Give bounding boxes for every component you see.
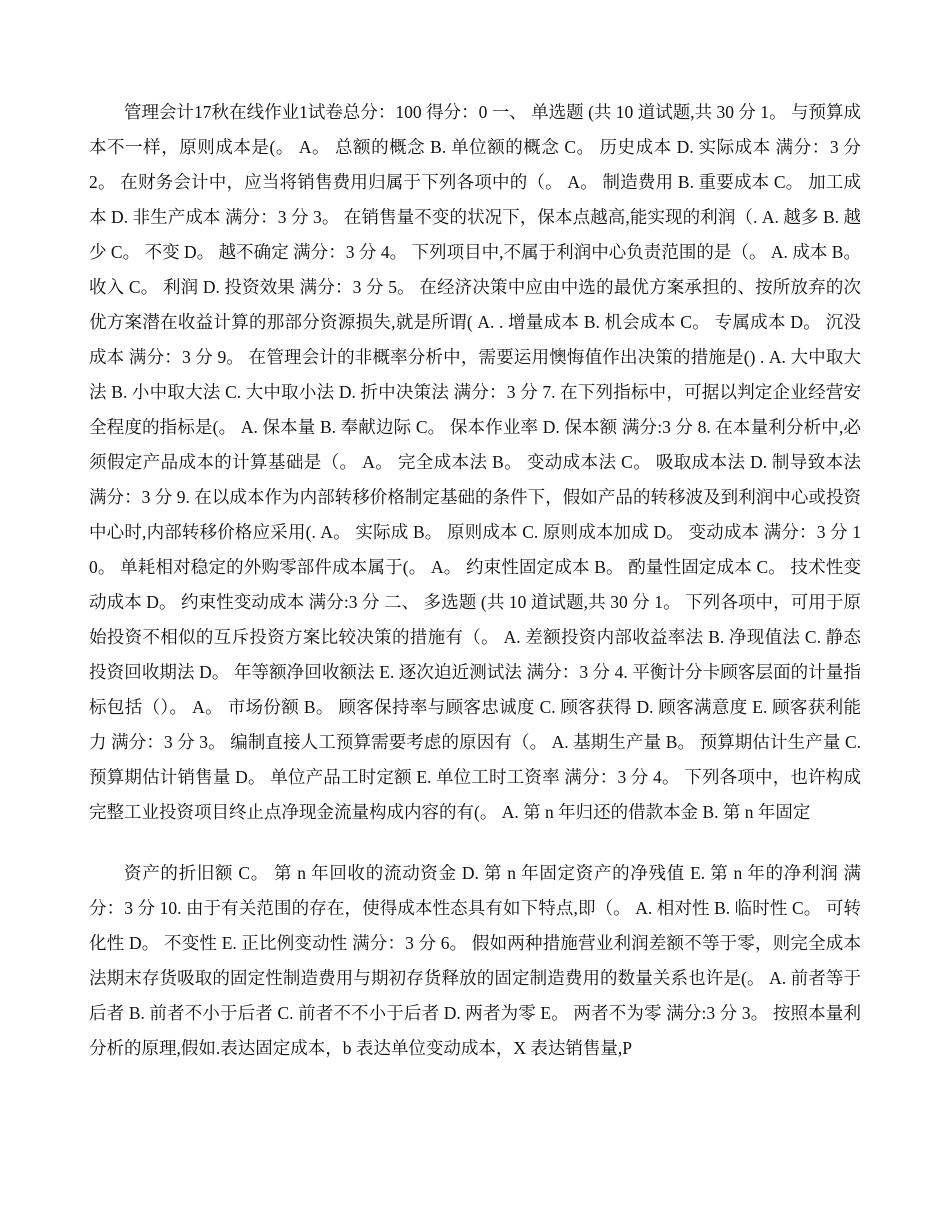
paragraph-2: 资产的折旧额 C。 第 n 年回收的流动资金 D. 第 n 年固定资产的净残值 E. 第 n 年的净利润 满分：3 分 10. 由于有关范围的存在，使得成本性态具有如下特点,即（。 A. 相对性 B. 临时性 C。 可转化性 D。 不变性 E. 正比例变动性 满分：3 分 6。 假如两种措施营业利润差额不等于零，则完全成本法期末存货吸取的固定性制造费用与期初存货释放的固定制造费用的数量关系也许是(。 A. 前者等于后者 B. 前者不小于后者 C. 前者不不小于后者 D. 两者为零 E。 两者不为零 满分:3 分 3。 按照本量利分析的原理,假如.表达固定成本，b 表达单位变动成本，X 表达销售量,P <box>89 863 861 1058</box>
document-body <box>89 95 861 1066</box>
paragraph-1: 管理会计17秋在线作业1试卷总分：100 得分：0 一、 单选题 (共 10 道试题,共 30 分 1。 与预算成本不一样，原则成本是(。 A。 总额的概念 B. 单位额的概念 C。 历史成本 D. 实际成本 满分：3 分 2。 在财务会计中，应当将销售费用归属于下列各项中的（。 A。 制造费用 B. 重要成本 C。 加工成本 D. 非生产成本 满分：3 分 3。 在销售量不变的状况下，保本点越高,能实现的利润（. A. 越多 B. 越少 C。 不变 D。 越不确定 满分：3 分 4。 下列项目中,不属于利润中心负责范围的是（。 A. 成本 B。 收入 C。 利润 D. 投资效果 满分：3 分 5。 在经济决策中应由中选的最优方案承担的、按所放弃的次优方案潜在收益计算的那部分资源损失,就是所谓( A. . 增量成本 B. 机会成本 C。 专属成本 D。 沉没成本 满分：3 分 9。 在管理会计的非概率分析中，需要运用懊悔值作出决策的措施是() . A. 大中取大法 B. 小中取大法 C. 大中取小法 D. 折中决策法 满分：3 分 7. 在下列指标中，可据以判定企业经营安全程度的指标是(。 A. 保本量 B. 奉献边际 C。 保本作业率 D. 保本额 满分:3 分 8. 在本量利分析中,必须假定产品成本的计算基础是（。 A。 完全成本法 B。 变动成本法 C。 吸取成本法 D. 制导致本法 满分：3 分 9. 在以成本作为内部转移价格制定基础的条件下，假如产品的转移波及到利润中心或投资中心时,内部转移价格应采用(. A。 实际成 B。 原则成本 C. 原则成本加成 D。 变动成本 满分：3 分 10。 单耗相对稳定的外购零部件成本属于(。 A。 约束性固定成本 B。 酌量性固定成本 C。 技术性变动成本 D。 约束性变动成本 满分:3 分 二、 多选题 (共 10 道试题,共 30 分 1。 下列各项中，可用于原始投资不相似的互斥投资方案比较决策的措施有（。 A. 差额投资内部收益率法 B. 净现值法 C. 静态投资回收期法 D。 年等额净回收额法 E. 逐次迫近测试法 满分：3 分 4. 平衡计分卡顾客层面的计量指标包括（）。 A。 市场份额 B。 顾客保持率与顾客忠诚度 C. 顾客获得 D. 顾客满意度 E. 顾客获利能力 满分：3 分 3。 编制直接人工预算需要考虑的原因有（。 A. 基期生产量 B。 预算期估计生产量 C. 预算期估计销售量 D。 单位产品工时定额 E. 单位工时工资率 满分：3 分 4。 下列各项中，也许构成完整工业投资项目终止点净现金流量构成内容的有(。 A. 第 n 年归还的借款本金 B. 第 n 年固定 <box>89 102 861 822</box>
